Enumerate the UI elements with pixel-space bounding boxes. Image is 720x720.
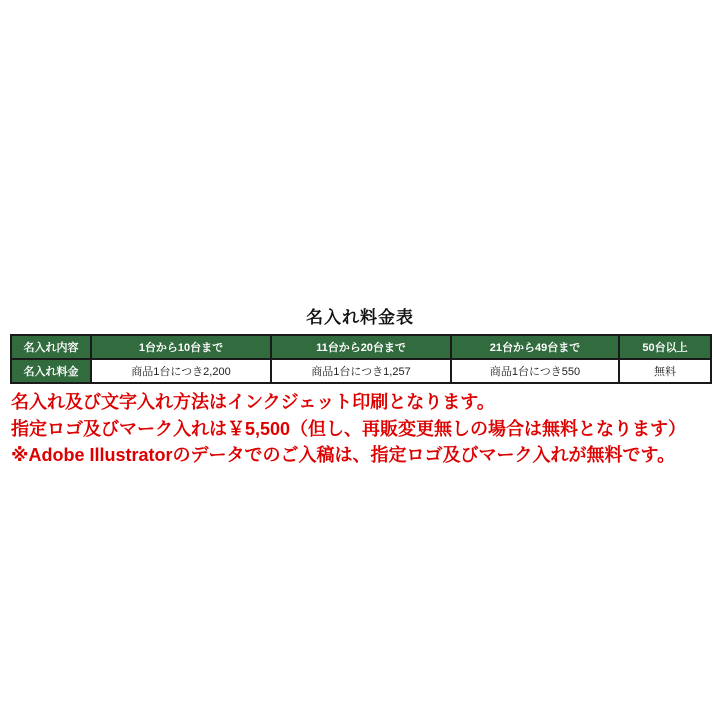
row-label-price: 名入れ料金 [11,359,91,383]
note-logo-fee: 指定ロゴ及びマーク入れは￥5,500（但し、再販変更無しの場合は無料となります） [11,418,687,439]
table-header-row [11,335,711,359]
page-title: 名入れ料金表 [306,308,414,327]
header-cell-content: 名入れ内容 [11,335,91,359]
header-cell-tier-11-20: 11台から20台まで [271,335,451,359]
header-cell-tier-21-49: 21台から49台まで [451,335,619,359]
pricing-table [10,334,712,384]
header-cell-tier-1-10: 1台から10台まで [91,335,271,359]
header-cell-tier-50plus: 50台以上 [619,335,711,359]
price-cell-tier-11-20: 商品1台につき1,257 [271,359,451,383]
notes-block [11,389,711,469]
price-cell-tier-21-49: 商品1台につき550 [451,359,619,383]
table-price-row [11,359,711,383]
price-cell-tier-1-10: 商品1台につき2,200 [91,359,271,383]
note-illustrator-free: ※Adobe Illustratorのデータでのご入稿は、指定ロゴ及びマーク入れが無料です。 [11,445,676,465]
note-printing-method: 名入れ及び文字入れ方法はインクジェット印刷となります。 [11,392,495,412]
price-cell-tier-50plus: 無料 [619,359,711,383]
